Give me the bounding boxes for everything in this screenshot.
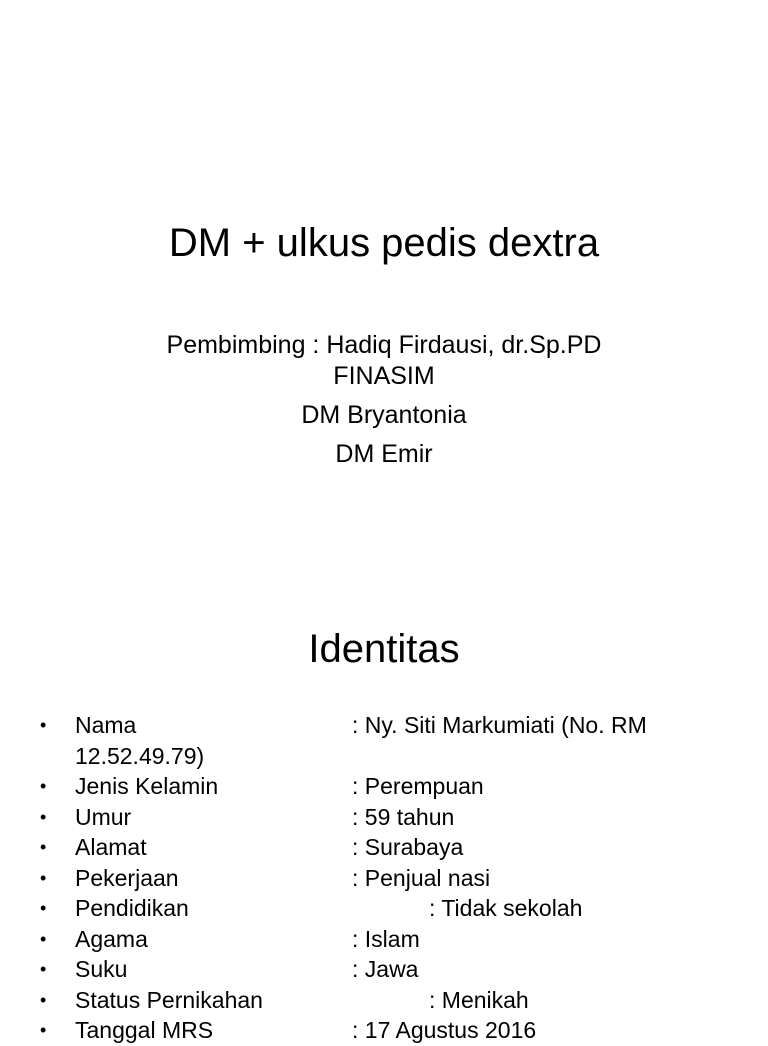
list-item-jenis-kelamin [0, 771, 768, 802]
item-label: Nama [75, 712, 137, 738]
item-label: Suku [75, 956, 128, 982]
item-value: : Islam [352, 925, 420, 952]
item-label: Tanggal MRS [75, 1017, 214, 1043]
item-value: : Menikah [429, 986, 529, 1013]
bullet-icon: • [40, 959, 47, 979]
bullet-icon: • [40, 867, 47, 888]
item-value: : Perempuan [352, 773, 484, 799]
bullet-icon: • [40, 715, 47, 735]
item-value: : Surabaya [352, 834, 464, 860]
slide-subtitle [0, 330, 768, 470]
slide-title-heading: DM + ulkus pedis dextra [168, 221, 600, 265]
item-label: Umur [75, 803, 132, 830]
item-label: Pekerjaan [75, 864, 179, 891]
item-label: Pendidikan [75, 895, 189, 921]
item-label: Jenis Kelamin [75, 773, 219, 799]
list-item-pekerjaan [0, 863, 768, 894]
list-item-nama [0, 710, 768, 771]
item-value: : Penjual nasi [352, 864, 491, 891]
author-name: DM Emir [335, 440, 433, 468]
slide-identitas-heading: Identitas [308, 627, 460, 671]
supervisor-line: Pembimbing : Hadiq Firdausi, dr.Sp.PD [166, 331, 602, 359]
item-label: Alamat [75, 834, 147, 860]
supervisor-line-continued: FINASIM [333, 362, 435, 390]
author-name: DM Bryantonia [301, 401, 467, 429]
bullet-icon: • [40, 928, 47, 949]
bullet-icon: • [40, 898, 47, 918]
list-item-status-pernikahan [0, 985, 768, 1016]
item-value-continuation: 12.52.49.79) [75, 742, 205, 769]
list-item-suku [0, 954, 768, 985]
list-item-umur [0, 802, 768, 833]
item-value: : 17 Agustus 2016 [352, 1017, 537, 1043]
bullet-icon: • [40, 1020, 47, 1040]
list-item-alamat [0, 832, 768, 863]
item-value: : 59 tahun [352, 803, 455, 830]
item-label: Status Pernikahan [75, 986, 263, 1013]
item-label: Agama [75, 925, 148, 952]
bullet-icon: • [40, 989, 47, 1010]
bullet-icon: • [40, 776, 47, 796]
bullet-icon: • [40, 806, 47, 827]
list-item-tanggal-mrs [0, 1015, 768, 1046]
list-item-agama [0, 924, 768, 955]
item-value: : Tidak sekolah [429, 895, 583, 921]
identity-list [0, 710, 768, 1046]
list-item-pendidikan [0, 893, 768, 924]
item-value: : Ny. Siti Markumiati (No. RM [352, 712, 647, 738]
item-value: : Jawa [352, 956, 419, 982]
slide-identitas [0, 576, 768, 1043]
bullet-icon: • [40, 837, 47, 857]
